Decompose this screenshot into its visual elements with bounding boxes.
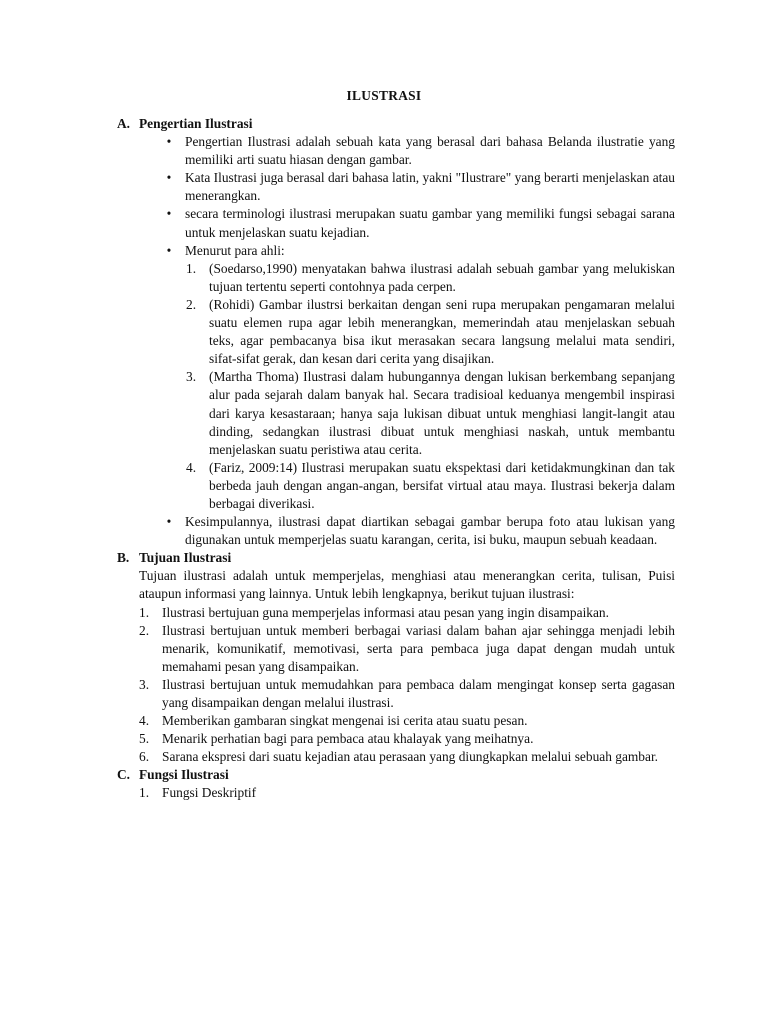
bullet-icon: • — [166, 242, 172, 258]
expert-item — [186, 459, 675, 513]
list-item — [139, 622, 675, 676]
document-body — [0, 115, 768, 803]
section-title: Tujuan Ilustrasi — [139, 550, 232, 566]
expert-text: (Soedarso,1990) menyatakan bahwa ilustrasi adalah sebuah gambar yang melukiskan tujuan tertentu seperti contohnya pada cerpen. — [209, 260, 675, 294]
list-item — [139, 604, 675, 622]
bullet-text: secara terminologi ilustrasi merupakan suatu gambar yang memiliki fungsi sebagai sarana untuk menjelaskan suatu kejadian. — [185, 206, 675, 240]
list-item-text: Ilustrasi bertujuan untuk memudahkan para pembaca dalam mengingat konsep serta gagasan yang disampaikan dengan melalui ilustrasi. — [162, 676, 675, 710]
numbered-list — [139, 784, 675, 802]
expert-item — [186, 260, 675, 296]
list-number: 6. — [139, 749, 150, 765]
section-letter: B. — [117, 550, 130, 566]
list-item — [139, 748, 675, 766]
list-item-text: Sarana ekspresi dari suatu kejadian atau perasaan yang diungkapkan melalui sebuah gambar. — [162, 749, 659, 765]
section-letter: A. — [117, 116, 131, 131]
section-tujuan — [0, 549, 768, 766]
bullet-icon: • — [166, 134, 172, 150]
section-heading — [0, 766, 768, 784]
numbered-list — [139, 604, 675, 767]
list-item — [139, 712, 675, 730]
expert-item — [186, 368, 675, 458]
list-number: 1. — [186, 260, 197, 276]
list-item-text: Memberikan gambaran singkat mengenai isi cerita atau suatu pesan. — [162, 713, 528, 729]
bullet-item — [166, 169, 675, 205]
expert-item — [186, 296, 675, 368]
bullet-icon: • — [166, 514, 172, 530]
section-letter: C. — [117, 767, 131, 783]
list-number: 1. — [139, 604, 150, 620]
bullet-item — [166, 133, 675, 169]
list-item-text: Ilustrasi bertujuan untuk memberi berbagai variasi dalam bahan ajar sehingga menjadi lebih menarik, komunikatif, memotivasi, serta para pembaca juga dapat dengan mudah untuk memahami pesan yang disampaikan. — [162, 622, 675, 674]
bullet-item — [166, 513, 675, 549]
experts-intro: Menurut para ahli: — [185, 242, 285, 258]
bullet-item — [166, 205, 675, 241]
list-item — [139, 730, 675, 748]
bullet-item — [166, 242, 675, 513]
list-number: 4. — [139, 713, 150, 729]
bullet-text: Pengertian Ilustrasi adalah sebuah kata yang berasal dari bahasa Belanda ilustratie yang memiliki arti suatu hiasan dengan gambar. — [185, 134, 675, 168]
list-number: 2. — [139, 622, 150, 638]
section-title: Pengertian Ilustrasi — [139, 116, 253, 131]
list-number: 3. — [139, 676, 150, 692]
section-heading — [0, 115, 768, 133]
list-number: 3. — [186, 369, 197, 385]
list-item — [139, 784, 675, 802]
list-item-text: Fungsi Deskriptif — [162, 785, 257, 801]
bullet-text: Kata Ilustrasi juga berasal dari bahasa latin, yakni "Ilustrare" yang berarti menjelaskan atau menerangkan. — [185, 170, 675, 204]
list-item-text: Menarik perhatian bagi para pembaca atau khalayak yang meihatnya. — [162, 731, 534, 747]
expert-text: (Rohidi) Gambar ilustrsi berkaitan dengan seni rupa merupakan pengamaran melalui suatu elemen rupa agar lebih menerangkan, memerindah atau menjelaskan sebuah teks, agar pembacanya bisa ikut merasakan secara langsung melalui mata sendiri, sifat-sifat gerak, dan kesan dari cerita yang disajikan. — [209, 296, 675, 367]
section-heading — [0, 549, 768, 567]
list-number: 5. — [139, 731, 150, 747]
bullet-icon: • — [166, 206, 172, 222]
list-number: 4. — [186, 459, 197, 475]
section-intro: Tujuan ilustrasi adalah untuk memperjelas, menghiasi atau menerangkan cerita, tulisan, Puisi ataupun informasi yang lainnya. Untuk lebih lengkapnya, berikut tujuan ilustrasi: — [139, 568, 675, 602]
section-pengertian — [0, 115, 768, 549]
section-fungsi — [0, 766, 768, 802]
list-item — [139, 676, 675, 712]
page-title: ILUSTRASI — [346, 88, 422, 103]
section-title: Fungsi Ilustrasi — [139, 767, 229, 783]
conclusion-text: Kesimpulannya, ilustrasi dapat diartikan sebagai gambar berupa foto atau lukisan yang digunakan untuk memperjelas suatu karangan, cerita, isi buku, maupun sebuah keadaan. — [185, 514, 675, 548]
bullet-icon: • — [166, 170, 172, 186]
list-number: 2. — [186, 296, 197, 312]
list-number: 1. — [139, 785, 150, 801]
experts-list — [186, 260, 675, 513]
expert-text: (Fariz, 2009:14) Ilustrasi merupakan suatu ekspektasi dari ketidakmungkinan dan tak berbeda jauh dengan angan-angan, bersifat virtual atau maya. Ilustrasi bekerja dalam berbagai diverikasi. — [209, 459, 675, 511]
list-item-text: Ilustrasi bertujuan guna memperjelas informasi atau pesan yang ingin disampaikan. — [162, 604, 609, 620]
bullet-list — [166, 133, 675, 549]
expert-text: (Martha Thoma) Ilustrasi dalam hubungannya dengan lukisan berkembang sepanjang alur pada sejarah dalam banyak hal. Secara tradisioal keduanya mengembil inspirasi dari karya kesastaraan; hanya saja lukisan dibuat untuk menghiasi langit-langit atau dinding, sedangkan ilustrasi dibuat untuk menghiasi naskah, untuk membantu menjelaskan suatu peristiwa atau cerita. — [209, 369, 675, 457]
